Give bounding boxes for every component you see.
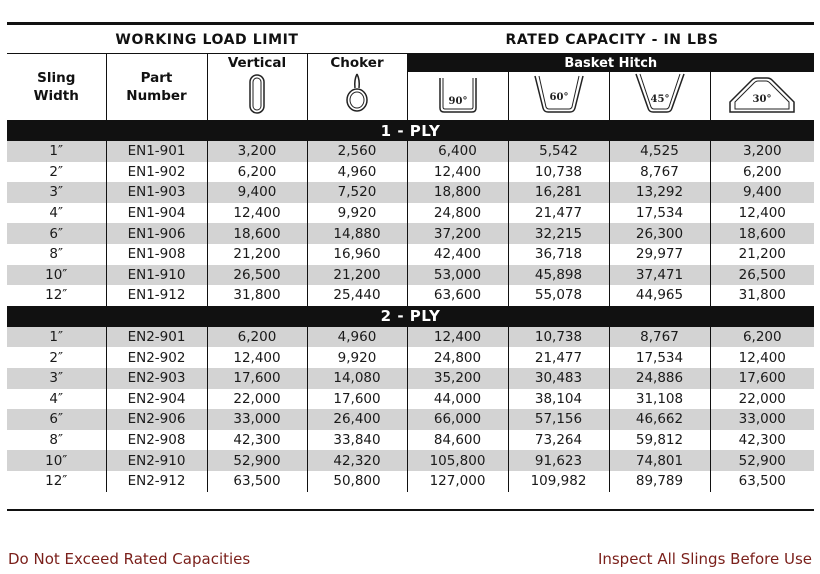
- table-cell: 6,200: [710, 327, 814, 348]
- working-load-limit-heading: WORKING LOAD LIMIT: [115, 32, 299, 48]
- table-cell: 25,440: [307, 285, 407, 306]
- table-cell: 8″: [7, 430, 106, 451]
- table-cell: 9,920: [307, 347, 407, 368]
- ply-section-title: 2 - PLY: [7, 306, 814, 327]
- table-cell: 109,982: [508, 471, 609, 492]
- table-cell: 17,534: [609, 347, 710, 368]
- table-row: [7, 368, 814, 389]
- table-cell: 31,800: [207, 285, 307, 306]
- table-cell: 33,840: [307, 430, 407, 451]
- top-rule: [7, 22, 814, 25]
- table-cell: 10″: [7, 450, 106, 471]
- basket-45-icon: [614, 72, 706, 116]
- angle-45-header: [609, 72, 710, 120]
- table-cell: 84,600: [407, 430, 508, 451]
- table-cell: 6,400: [407, 141, 508, 162]
- table-cell: 5,542: [508, 141, 609, 162]
- table-cell: 50,800: [307, 471, 407, 492]
- table-cell: EN2-903: [106, 368, 207, 389]
- table-row: [7, 182, 814, 203]
- table-cell: 35,200: [407, 368, 508, 389]
- sling-width-label: Sling Width: [33, 70, 79, 104]
- table-cell: 17,600: [207, 368, 307, 389]
- angle-45-label: 45°: [650, 94, 669, 105]
- table-cell: 127,000: [407, 471, 508, 492]
- table-cell: 24,886: [609, 368, 710, 389]
- table-cell: 63,500: [710, 471, 814, 492]
- table-cell: 45,898: [508, 265, 609, 286]
- table-cell: 38,104: [508, 389, 609, 410]
- ply-section-header: [7, 306, 814, 327]
- table-cell: 24,800: [407, 203, 508, 224]
- table-cell: 16,960: [307, 244, 407, 265]
- table-cell: EN2-912: [106, 471, 207, 492]
- table-cell: 24,800: [407, 347, 508, 368]
- table-cell: 21,200: [710, 244, 814, 265]
- table-cell: 8,767: [609, 327, 710, 348]
- rated-capacity-heading: RATED CAPACITY - IN LBS: [505, 32, 719, 48]
- table-cell: 63,500: [207, 471, 307, 492]
- table-cell: EN2-910: [106, 450, 207, 471]
- table-cell: EN1-904: [106, 203, 207, 224]
- table-cell: EN1-903: [106, 182, 207, 203]
- table-cell: 2″: [7, 162, 106, 183]
- table-cell: 105,800: [407, 450, 508, 471]
- table-cell: EN2-902: [106, 347, 207, 368]
- table-cell: EN2-901: [106, 327, 207, 348]
- choker-hitch-icon: [342, 72, 372, 116]
- angle-30-header: [710, 72, 814, 120]
- table-cell: 21,200: [307, 265, 407, 286]
- table-cell: EN2-906: [106, 409, 207, 430]
- table-cell: 37,471: [609, 265, 710, 286]
- table-cell: 6″: [7, 223, 106, 244]
- table-row: [7, 162, 814, 183]
- table-cell: 74,801: [609, 450, 710, 471]
- table-cell: 4,960: [307, 327, 407, 348]
- sling-width-header: [7, 54, 106, 120]
- table-cell: EN2-904: [106, 389, 207, 410]
- table-row: [7, 203, 814, 224]
- table-cell: 8,767: [609, 162, 710, 183]
- part-number-label: Part Number: [126, 70, 187, 104]
- table-cell: 12″: [7, 471, 106, 492]
- ply-section-title: 1 - PLY: [7, 120, 814, 141]
- table-cell: 53,000: [407, 265, 508, 286]
- vertical-header: [207, 54, 307, 120]
- table-cell: 1″: [7, 327, 106, 348]
- table-cell: 7,520: [307, 182, 407, 203]
- table-row: [7, 285, 814, 306]
- table-cell: 9,400: [207, 182, 307, 203]
- table-cell: 9,920: [307, 203, 407, 224]
- table-cell: 22,000: [207, 389, 307, 410]
- table-cell: 4,960: [307, 162, 407, 183]
- table-cell: 6,200: [207, 327, 307, 348]
- table-cell: 32,215: [508, 223, 609, 244]
- table-cell: 3,200: [207, 141, 307, 162]
- table-cell: 10,738: [508, 162, 609, 183]
- basket-30-icon: [716, 72, 808, 116]
- table-cell: 12,400: [207, 203, 307, 224]
- table-cell: 10,738: [508, 327, 609, 348]
- capacity-table: [7, 54, 814, 492]
- table-row: [7, 430, 814, 451]
- table-cell: 42,400: [407, 244, 508, 265]
- footer-right-note: Inspect All Slings Before Use: [597, 550, 812, 568]
- part-number-header: [106, 54, 207, 120]
- table-cell: 33,000: [207, 409, 307, 430]
- table-cell: 3″: [7, 182, 106, 203]
- table-row: [7, 141, 814, 162]
- table-cell: 4″: [7, 389, 106, 410]
- table-cell: 8″: [7, 244, 106, 265]
- table-body: [7, 120, 814, 492]
- table-cell: 44,000: [407, 389, 508, 410]
- ply-section-header: [7, 120, 814, 141]
- table-cell: 73,264: [508, 430, 609, 451]
- table-cell: 36,718: [508, 244, 609, 265]
- table-cell: 14,880: [307, 223, 407, 244]
- table-cell: EN1-910: [106, 265, 207, 286]
- table-cell: 26,500: [207, 265, 307, 286]
- table-cell: 30,483: [508, 368, 609, 389]
- basket-90-icon: [412, 72, 504, 116]
- table-cell: 59,812: [609, 430, 710, 451]
- table-cell: 33,000: [710, 409, 814, 430]
- table-cell: 21,200: [207, 244, 307, 265]
- table-cell: 12,400: [710, 203, 814, 224]
- table-cell: 44,965: [609, 285, 710, 306]
- table-cell: 4″: [7, 203, 106, 224]
- table-cell: 42,300: [710, 430, 814, 451]
- choker-label: Choker: [330, 55, 384, 71]
- angle-30-label: 30°: [752, 94, 772, 105]
- table-cell: 18,600: [710, 223, 814, 244]
- table-cell: 22,000: [710, 389, 814, 410]
- table-cell: 29,977: [609, 244, 710, 265]
- table-cell: 57,156: [508, 409, 609, 430]
- table-row: [7, 244, 814, 265]
- table-cell: EN1-901: [106, 141, 207, 162]
- table-cell: 3,200: [710, 141, 814, 162]
- table-row: [7, 471, 814, 492]
- table-cell: 9,400: [710, 182, 814, 203]
- table-row: [7, 223, 814, 244]
- table-row: [7, 327, 814, 348]
- angle-90-label: 90°: [448, 96, 467, 107]
- table-cell: 16,281: [508, 182, 609, 203]
- table-cell: 1″: [7, 141, 106, 162]
- table-cell: 3″: [7, 368, 106, 389]
- table-cell: 91,623: [508, 450, 609, 471]
- table-cell: 12,400: [710, 347, 814, 368]
- table-cell: 26,400: [307, 409, 407, 430]
- table-cell: 42,300: [207, 430, 307, 451]
- table-cell: 4,525: [609, 141, 710, 162]
- vertical-label: Vertical: [227, 55, 287, 71]
- table-row: [7, 347, 814, 368]
- table-cell: 10″: [7, 265, 106, 286]
- table-row: [7, 389, 814, 410]
- table-cell: 26,500: [710, 265, 814, 286]
- table-cell: 6,200: [710, 162, 814, 183]
- basket-hitch-header: Basket Hitch: [407, 54, 814, 72]
- table-cell: 2″: [7, 347, 106, 368]
- table-cell: 17,600: [710, 368, 814, 389]
- table-cell: 18,800: [407, 182, 508, 203]
- table-cell: 6,200: [207, 162, 307, 183]
- table-cell: 42,320: [307, 450, 407, 471]
- table-row: [7, 450, 814, 471]
- table-cell: 52,900: [710, 450, 814, 471]
- angle-90-header: [407, 72, 508, 120]
- table-cell: 17,600: [307, 389, 407, 410]
- vertical-hitch-icon: [242, 72, 272, 116]
- table-cell: 2,560: [307, 141, 407, 162]
- table-cell: 17,534: [609, 203, 710, 224]
- table-cell: 12,400: [407, 327, 508, 348]
- table-cell: 12,400: [207, 347, 307, 368]
- table-cell: 37,200: [407, 223, 508, 244]
- table-cell: EN1-908: [106, 244, 207, 265]
- table-row: [7, 409, 814, 430]
- table-cell: EN1-902: [106, 162, 207, 183]
- choker-header: [307, 54, 407, 120]
- table-cell: 6″: [7, 409, 106, 430]
- table-cell: 14,080: [307, 368, 407, 389]
- table-cell: 31,800: [710, 285, 814, 306]
- table-cell: 21,477: [508, 203, 609, 224]
- angle-60-header: [508, 72, 609, 120]
- table-cell: 89,789: [609, 471, 710, 492]
- table-cell: 26,300: [609, 223, 710, 244]
- table-cell: 55,078: [508, 285, 609, 306]
- footer-left-note: Do Not Exceed Rated Capacities: [8, 550, 251, 568]
- table-cell: 63,600: [407, 285, 508, 306]
- table-cell: 66,000: [407, 409, 508, 430]
- table-cell: 12,400: [407, 162, 508, 183]
- table-cell: 31,108: [609, 389, 710, 410]
- table-cell: EN1-912: [106, 285, 207, 306]
- table-cell: 46,662: [609, 409, 710, 430]
- table-cell: 18,600: [207, 223, 307, 244]
- table-row: [7, 265, 814, 286]
- table-cell: 52,900: [207, 450, 307, 471]
- table-cell: 21,477: [508, 347, 609, 368]
- basket-60-icon: [513, 72, 605, 116]
- table-cell: 13,292: [609, 182, 710, 203]
- table-cell: 12″: [7, 285, 106, 306]
- table-cell: EN1-906: [106, 223, 207, 244]
- table-cell: EN2-908: [106, 430, 207, 451]
- angle-60-label: 60°: [549, 92, 568, 103]
- bottom-rule: [7, 509, 814, 511]
